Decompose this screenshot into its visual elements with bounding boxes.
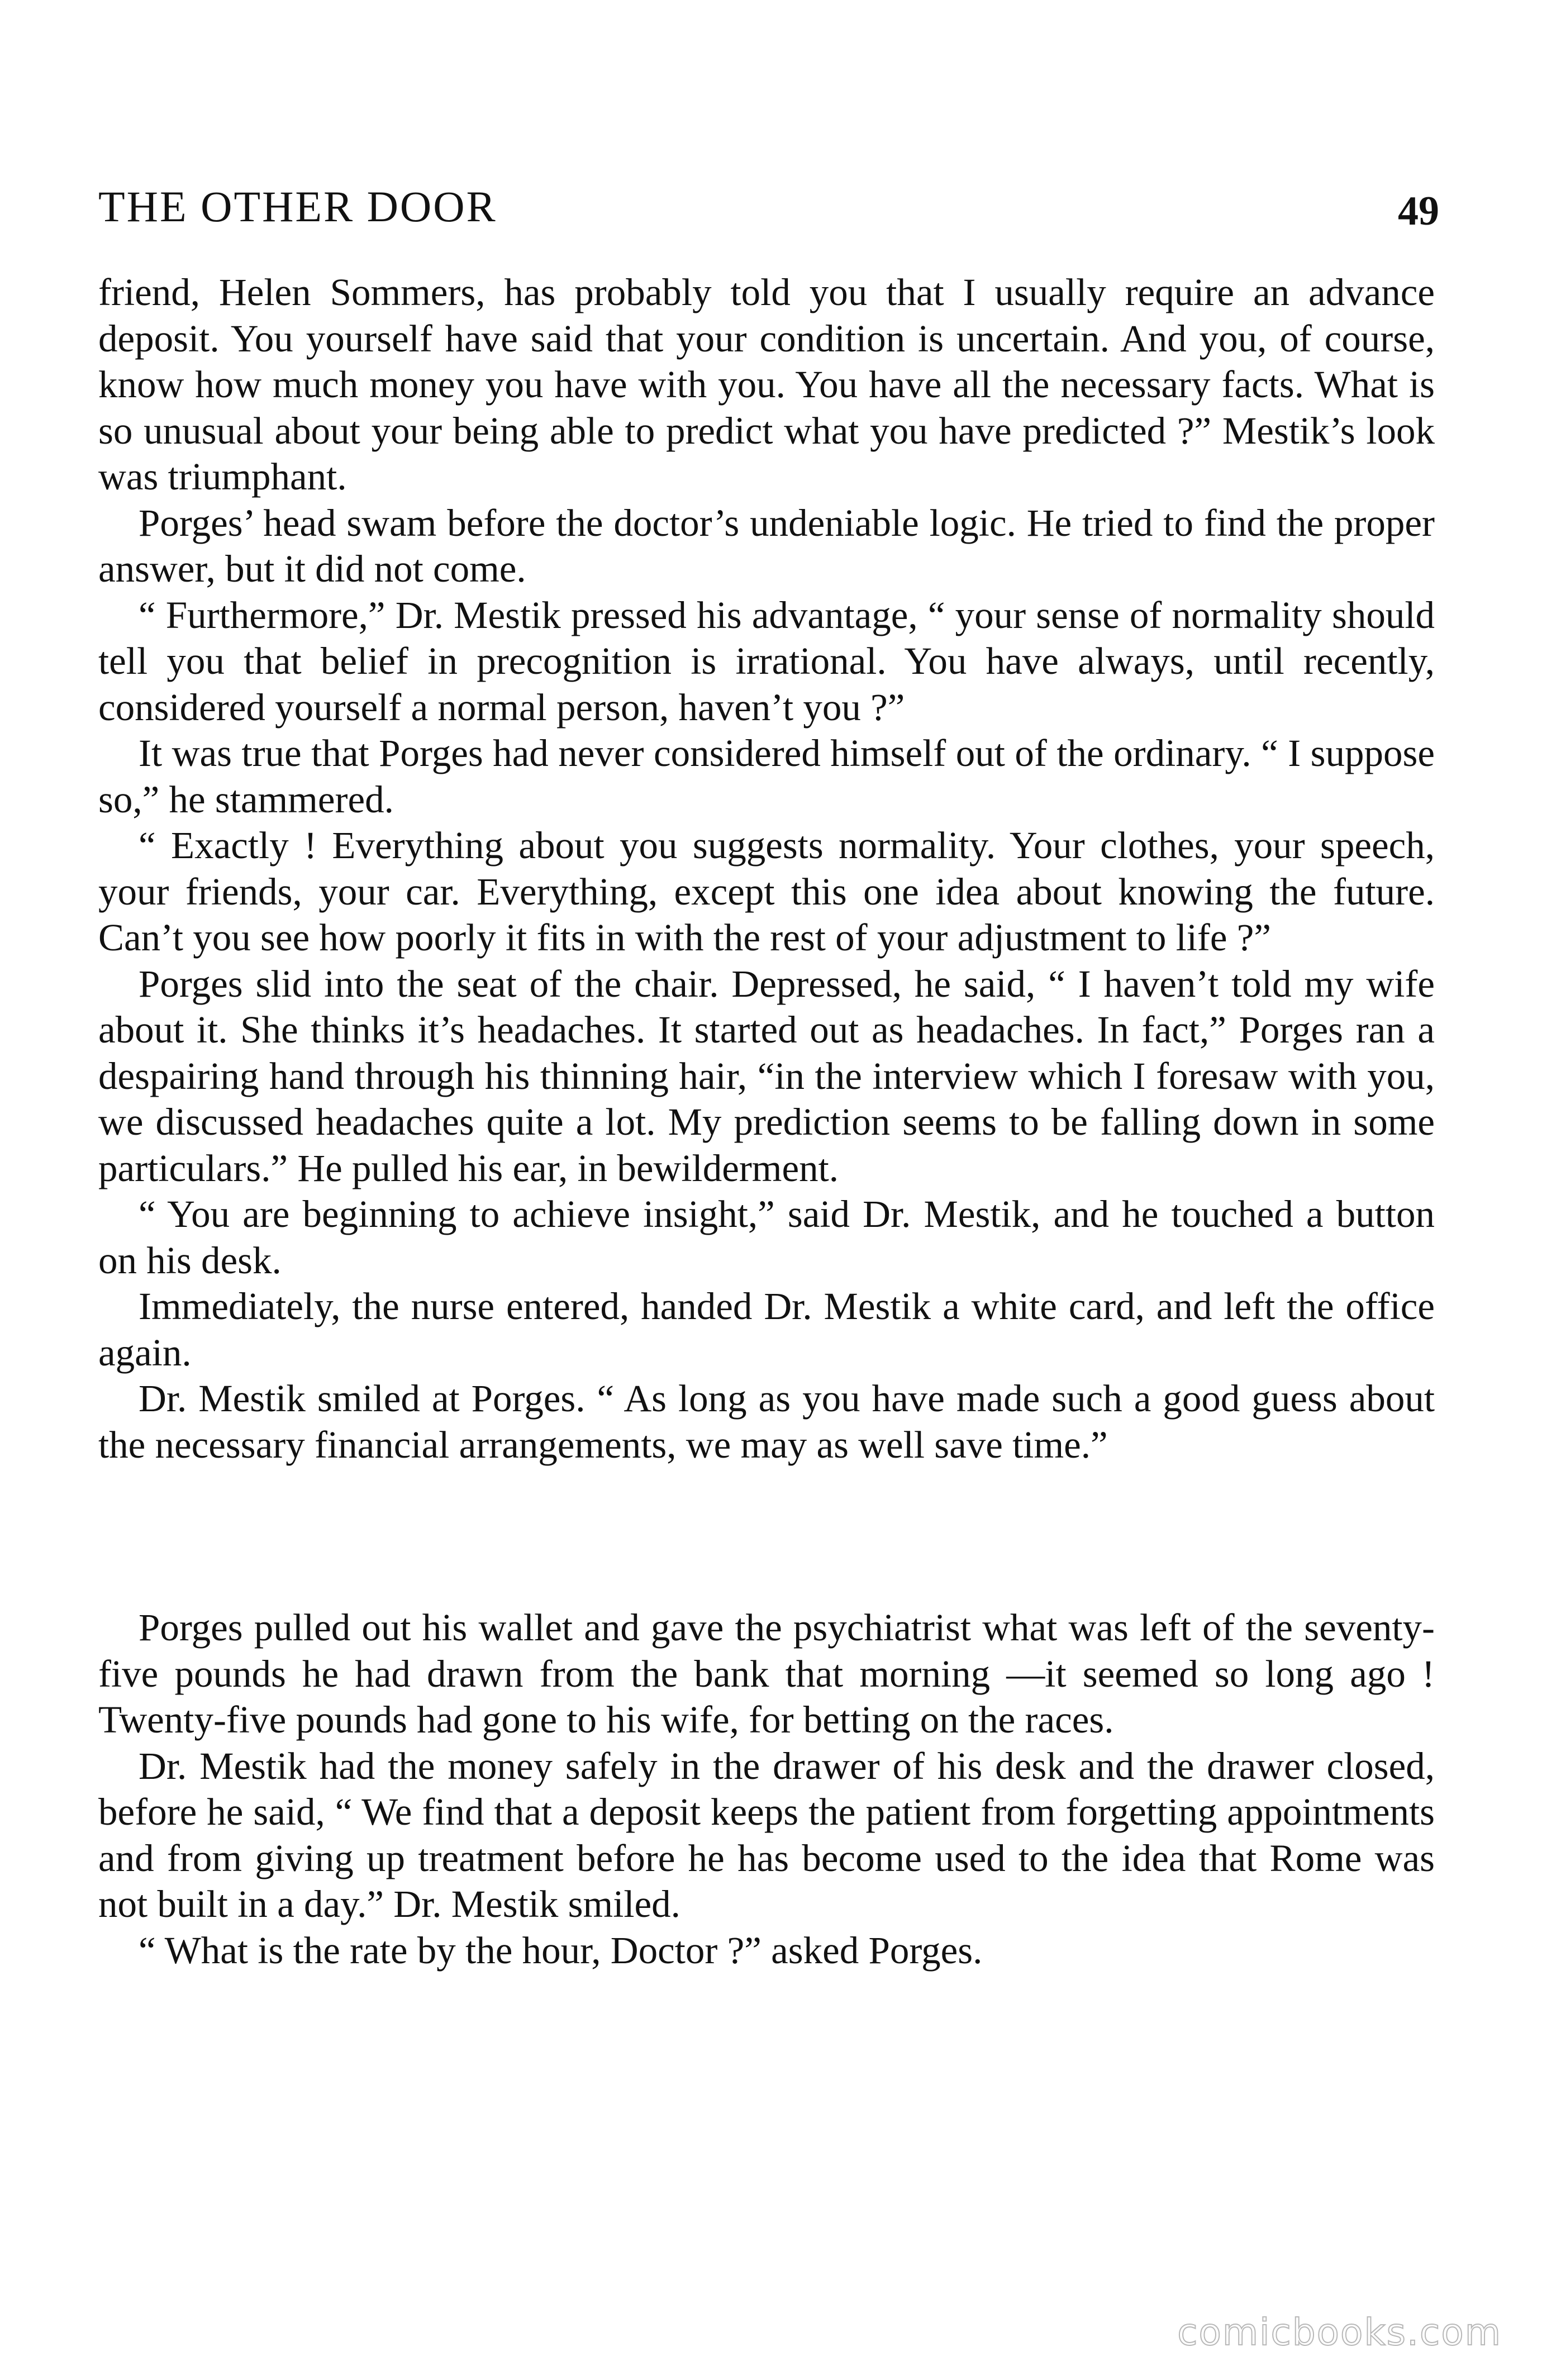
paragraph: “ Furthermore,” Dr. Mestik pressed his advantage, “ your sense of normality should tell you that belief in precognition is irrational. You have always, until recently, considered yourself a normal person, haven’t you ?” xyxy=(98,593,1435,729)
paragraph: Porges pulled out his wallet and gave the psychiatrist what was left of the seventy-five pounds he had drawn from the bank that morning —it seemed so long ago ! Twenty-five pounds had gone to his wife, for betting on the races. xyxy=(98,1606,1435,1741)
paragraph: “ What is the rate by the hour, Doctor ?” asked Porges. xyxy=(139,1929,983,1972)
paragraph: “ Exactly ! Everything about you suggests normality. Your clothes, your speech, your friends, your car. Everything, except this one idea about knowing the future. Can’t you see how poorly it fits in with the rest of your adjustment to life ?” xyxy=(98,824,1435,959)
running-title: THE OTHER DOOR xyxy=(98,182,497,231)
paragraph-continuation: friend, Helen Sommers, has probably told you that I usually require an advance deposit. You yourself have said that your condition is uncertain. And you, of course, know how much money you have with you. You have all the necessary facts. What is so unusual about your being able to predict what you have predicted ?” Mestik’s look was triumphant. xyxy=(98,271,1435,498)
paragraph: Porges slid into the seat of the chair. Depressed, he said, “ I haven’t told my wife about it. She thinks it’s headaches. It started out as headaches. In fact,” Porges ran a despairing hand through his thinning hair, “in the interview which I foresaw with you, we discussed headaches quite a lot. My prediction seems to be falling down in some particulars.” He pulled his ear, in bewilderment. xyxy=(98,962,1435,1189)
paragraph: It was true that Porges had never considered himself out of the ordinary. “ I suppose so,” he stammered. xyxy=(98,732,1435,821)
paragraph: Immediately, the nurse entered, handed Dr. Mestik a white card, and left the office again. xyxy=(98,1285,1435,1374)
paragraph: Porges’ head swam before the doctor’s undeniable logic. He tried to find the proper answer, but it did not come. xyxy=(98,501,1435,590)
running-head xyxy=(98,176,1439,237)
paragraph: Dr. Mestik smiled at Porges. “ As long as you have made such a good guess about the necessary financial arrangements, we may as well save time.” xyxy=(98,1377,1435,1466)
paragraph: “ You are beginning to achieve insight,” said Dr. Mestik, and he touched a button on his desk. xyxy=(98,1193,1435,1282)
page-number: 49 xyxy=(1398,188,1439,234)
watermark-logo: comicbooks.com xyxy=(1177,2311,1502,2354)
body-text xyxy=(98,269,1435,1973)
paragraph: Dr. Mestik had the money safely in the drawer of his desk and the drawer closed, before he said, “ We find that a deposit keeps the patient from forgetting appointments and from giving up treatment before he has become used to the idea that Rome was not built in a day.” Dr. Mestik smiled. xyxy=(98,1744,1435,1925)
section-break xyxy=(98,1468,1435,1605)
